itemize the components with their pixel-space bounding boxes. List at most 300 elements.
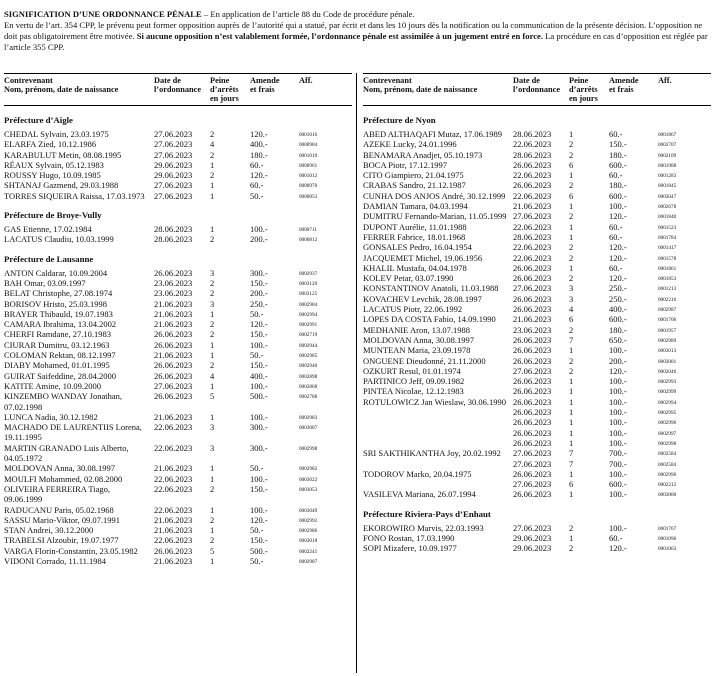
contrevenant-name: LUNCA Nadia, 30.12.1982 <box>4 411 98 422</box>
table-row <box>4 299 352 309</box>
notice-text: En vertu de l’art. 354 CPP, le prévenu peut former opposition auprès de l’autorité qui a statué, par écrit et dans les 10 jours dès la notification ou la communication de la présente décision. L’opposition ne doit pas obligatoirement être motivée. <box>4 20 703 41</box>
affaire-number: 0003001 <box>658 358 677 365</box>
table-row <box>363 489 711 499</box>
table-row <box>4 412 352 422</box>
ordonnance-date: 26.06.2023 <box>154 360 193 371</box>
ordonnance-date: 27.06.2023 <box>154 129 193 139</box>
affaire-number: 0002046 <box>658 368 677 375</box>
affaire-number: 0003125 <box>299 291 318 298</box>
contrevenant-name: GAS Etienne, 17.02.1984 <box>4 224 92 235</box>
peine-jours: 1 <box>210 555 215 566</box>
peine-jours: 1 <box>210 463 215 474</box>
amende-frais: 300.- <box>250 442 268 453</box>
peine-jours: 2 <box>210 329 215 340</box>
peine-jours: 7 <box>569 448 574 459</box>
table-row <box>363 242 711 252</box>
amende-frais: 180.- <box>250 149 268 160</box>
contrevenant-name: DIABY Mohamed, 01.01.1995 <box>4 360 110 371</box>
amende-frais: 100.- <box>609 345 627 356</box>
table-header <box>4 73 352 106</box>
peine-jours: 2 <box>569 242 574 253</box>
contrevenant-name: OLIVEIRA FERREIRA Tiago, 09.06.1999 <box>4 483 111 505</box>
peine-jours: 1 <box>210 159 215 170</box>
amende-frais: 100.- <box>250 504 268 515</box>
amende-frais: 150.- <box>250 329 268 340</box>
contrevenant-name: LOPES DA COSTA Fabio, 14.09.1990 <box>363 314 496 325</box>
ordonnance-date: 22.06.2023 <box>154 422 193 433</box>
peine-jours: 1 <box>210 411 215 422</box>
peine-jours: 2 <box>569 355 574 366</box>
contrevenant-name: ABED ALTHAQAFI Mutaz, 17.06.1989 <box>363 129 502 139</box>
amende-frais: 120.- <box>609 365 627 376</box>
amende-frais: 100.- <box>250 473 268 484</box>
table-row <box>4 381 352 391</box>
peine-jours: 1 <box>569 396 574 407</box>
affaire-number: 0003000 <box>658 492 677 499</box>
affaire-number: 0002996 <box>658 420 677 427</box>
ordonnance-date: 26.06.2023 <box>513 355 552 366</box>
affaire-number: 0002212 <box>658 482 677 489</box>
contrevenant-name: TODOROV Marko, 20.04.1975 <box>363 468 472 479</box>
table-row <box>363 366 711 376</box>
table-row <box>363 211 711 221</box>
affaire-number: 0002994 <box>299 311 318 318</box>
contrevenant-name: BELAT Christophe, 27.08.1974 <box>4 288 113 299</box>
amende-frais: 200.- <box>250 288 268 299</box>
amende-frais: 650.- <box>609 334 627 345</box>
ordonnance-date: 21.06.2023 <box>154 298 193 309</box>
ordonnance-date: 22.06.2023 <box>513 139 552 150</box>
affaire-number: 0001523 <box>658 224 677 231</box>
column-divider <box>356 73 357 673</box>
ordonnance-date: 22.06.2023 <box>513 170 552 181</box>
peine-jours: 2 <box>210 277 215 288</box>
amende-frais: 600.- <box>609 479 627 490</box>
header-amende: Amende et frais <box>609 76 639 94</box>
contrevenant-name: KHALIL Mustafa, 04.04.1978 <box>363 262 467 273</box>
affaire-number: 0002995 <box>658 410 677 417</box>
affaire-number: 0000970 <box>299 183 318 190</box>
contrevenant-name: RÉAUX Sylvain, 05.12.1983 <box>4 159 104 170</box>
ordonnance-date: 26.06.2023 <box>513 304 552 315</box>
table-row <box>4 329 352 339</box>
contrevenant-name: FERRER Fabrice, 18.01.1968 <box>363 231 466 242</box>
peine-jours: 7 <box>569 458 574 469</box>
affaire-number: 0001096 <box>658 535 677 542</box>
amende-frais: 300.- <box>250 422 268 433</box>
contrevenant-name: VARGA Florin-Constantin, 23.05.1982 <box>4 545 138 556</box>
ordonnance-date: 26.06.2023 <box>513 489 552 500</box>
amende-frais: 50.- <box>250 190 264 201</box>
amende-frais: 250.- <box>250 298 268 309</box>
amende-frais: 60.- <box>250 159 264 170</box>
affaire-number: 0003018 <box>299 538 318 545</box>
ordonnance-date: 26.06.2023 <box>513 407 552 418</box>
contrevenant-name: BRAYER Thibauld, 19.07.1983 <box>4 308 113 319</box>
contrevenant-name: PARTINICO Jeff, 09.09.1982 <box>363 376 465 387</box>
ordonnance-date: 29.06.2023 <box>154 170 193 181</box>
peine-jours: 4 <box>569 304 574 315</box>
peine-jours: 1 <box>210 525 215 536</box>
table-row <box>363 428 711 438</box>
ordonnance-date: 29.06.2023 <box>154 159 193 170</box>
contrevenant-name: MOLDOVAN Anna, 30.08.1997 <box>4 463 116 474</box>
table-row <box>4 288 352 298</box>
amende-frais: 180.- <box>609 149 627 160</box>
amende-frais: 100.- <box>609 468 627 479</box>
table-row <box>363 150 711 160</box>
peine-jours: 3 <box>210 422 215 433</box>
contrevenant-name: KATITE Amine, 10.09.2000 <box>4 380 102 391</box>
amende-frais: 500.- <box>250 545 268 556</box>
affaire-number: 0002937 <box>299 270 318 277</box>
ordonnance-date: 22.06.2023 <box>513 221 552 232</box>
ordonnance-date: 27.06.2023 <box>154 149 193 160</box>
table-row <box>363 304 711 314</box>
peine-jours: 3 <box>569 293 574 304</box>
peine-jours: 1 <box>569 437 574 448</box>
notice-bold-text: Si aucune opposition n’est valablement formée, l’ordonnance pénale est assimilée à un jugement entré en force. <box>136 31 544 41</box>
left-column <box>4 73 352 566</box>
ordonnance-date: 26.06.2023 <box>513 396 552 407</box>
amende-frais: 120.- <box>250 319 268 330</box>
affaire-number: 0001840 <box>658 214 677 221</box>
ordonnance-date: 26.06.2023 <box>154 339 193 350</box>
affaire-number: 0003120 <box>299 280 318 287</box>
table-row <box>363 129 711 139</box>
affaire-number: 0002998 <box>658 440 677 447</box>
contrevenant-name: OZKURT Resul, 01.01.1974 <box>363 365 461 376</box>
contrevenant-name: SOPI Mizafere, 10.09.1977 <box>363 543 457 554</box>
peine-jours: 2 <box>569 252 574 263</box>
ordonnance-date: 28.06.2023 <box>513 149 552 160</box>
ordonnance-date: 21.06.2023 <box>154 525 193 536</box>
table-row <box>363 479 711 489</box>
peine-jours: 1 <box>569 201 574 212</box>
table-row <box>363 191 711 201</box>
peine-jours: 1 <box>569 221 574 232</box>
affaire-number: 0002998 <box>299 445 318 452</box>
amende-frais: 60.- <box>250 180 264 191</box>
table-row <box>363 232 711 242</box>
ordonnance-date: 29.06.2023 <box>513 543 552 554</box>
contrevenant-name: GONSALES Pedro, 16.04.1954 <box>363 242 472 253</box>
table-row <box>4 170 352 180</box>
table-row <box>4 160 352 170</box>
affaire-number: 0002584 <box>658 461 677 468</box>
amende-frais: 50.- <box>250 308 264 319</box>
table-row <box>4 150 352 160</box>
affaire-number: 0003013 <box>658 348 677 355</box>
affaire-number: 0003047 <box>658 193 677 200</box>
table-row <box>363 386 711 396</box>
peine-jours: 1 <box>569 489 574 500</box>
header-aff: Aff. <box>658 76 672 85</box>
ordonnance-date: 27.06.2023 <box>513 458 552 469</box>
table-row <box>4 139 352 149</box>
amende-frais: 120.- <box>250 514 268 525</box>
amende-frais: 150.- <box>250 483 268 494</box>
table-row <box>4 371 352 381</box>
affaire-number: 0001845 <box>658 183 677 190</box>
table-row <box>4 340 352 350</box>
contrevenant-name: VIDONI Corrado, 11.11.1984 <box>4 555 107 566</box>
amende-frais: 150.- <box>250 277 268 288</box>
ordonnance-date: 26.06.2023 <box>154 391 193 402</box>
peine-jours: 5 <box>210 391 215 402</box>
peine-jours: 5 <box>210 545 215 556</box>
contrevenant-name: CITO Giampiero, 21.04.1975 <box>363 170 464 181</box>
amende-frais: 120.- <box>609 211 627 222</box>
affaire-number: 0001767 <box>658 525 677 532</box>
contrevenant-name: KOLEV Petar, 03.07.1990 <box>363 273 454 284</box>
ordonnance-date: 23.06.2023 <box>154 277 193 288</box>
affaire-number: 0002990 <box>658 471 677 478</box>
affaire-number: 0001784 <box>658 234 677 241</box>
contrevenant-name: DAMIAN Tamara, 04.03.1994 <box>363 201 468 212</box>
table-row <box>363 459 711 469</box>
contrevenant-name: TRABELSI Alzoubir, 19.07.1977 <box>4 535 119 546</box>
affaire-number: 0002994 <box>658 399 677 406</box>
table-row <box>4 234 352 244</box>
peine-jours: 4 <box>210 139 215 150</box>
peine-jours: 2 <box>210 170 215 181</box>
peine-jours: 1 <box>210 308 215 319</box>
ordonnance-date: 22.06.2023 <box>154 483 193 494</box>
table-row <box>363 438 711 448</box>
affaire-number: 0002982 <box>299 466 318 473</box>
affaire-number: 0002999 <box>658 389 677 396</box>
prefecture-heading: Préfecture de Lausanne <box>4 253 94 264</box>
contrevenant-name: CIURAR Dumitru, 03.12.1963 <box>4 339 110 350</box>
table-row <box>363 283 711 293</box>
ordonnance-date: 28.06.2023 <box>154 224 193 235</box>
contrevenant-name: GUIRAT Saifeddine, 28.04.2000 <box>4 370 116 381</box>
affaire-number: 0000984 <box>299 142 318 149</box>
peine-jours: 6 <box>569 479 574 490</box>
header-date: Date de l’ordonnance <box>513 76 561 94</box>
amende-frais: 600.- <box>609 314 627 325</box>
ordonnance-date: 26.06.2023 <box>513 345 552 356</box>
amende-frais: 120.- <box>250 129 268 139</box>
ordonnance-date: 26.06.2023 <box>513 293 552 304</box>
ordonnance-date: 28.06.2023 <box>513 129 552 139</box>
peine-jours: 1 <box>210 380 215 391</box>
amende-frais: 60.- <box>609 221 623 232</box>
contrevenant-name: KONSTANTINOV Anatoli, 11.03.1988 <box>363 283 499 294</box>
ordonnance-date: 21.06.2023 <box>154 463 193 474</box>
ordonnance-date: 26.06.2023 <box>513 437 552 448</box>
amende-frais: 60.- <box>609 231 623 242</box>
contrevenant-name: BORISOV Hristo, 25.03.1998 <box>4 298 108 309</box>
affaire-number: 0002984 <box>299 301 318 308</box>
amende-frais: 100.- <box>250 380 268 391</box>
peine-jours: 1 <box>210 180 215 191</box>
contrevenant-name <box>363 479 508 489</box>
ordonnance-date: 27.06.2023 <box>513 211 552 222</box>
table-row <box>363 273 711 283</box>
contrevenant-name: ANTON Caldarar, 10.09.2004 <box>4 267 108 278</box>
amende-frais: 100.- <box>609 407 627 418</box>
affaire-number: 0002987 <box>299 558 318 565</box>
amende-frais: 250.- <box>609 283 627 294</box>
table-row <box>363 263 711 273</box>
affaire-number: 0002989 <box>658 337 677 344</box>
table-row <box>363 180 711 190</box>
table-row <box>363 397 711 407</box>
ordonnance-date: 27.06.2023 <box>513 522 552 533</box>
amende-frais: 180.- <box>609 324 627 335</box>
table-row <box>4 391 352 412</box>
affaire-number: 0001012 <box>299 173 318 180</box>
contrevenant-name <box>363 417 508 427</box>
peine-jours: 1 <box>210 504 215 515</box>
peine-jours: 2 <box>569 139 574 150</box>
peine-jours: 7 <box>569 334 574 345</box>
peine-jours: 2 <box>210 129 215 139</box>
amende-frais: 60.- <box>609 170 623 181</box>
affaire-number: 0002584 <box>658 451 677 458</box>
contrevenant-name <box>363 407 508 417</box>
ordonnance-date: 27.06.2023 <box>513 283 552 294</box>
affaire-number: 0001063 <box>658 546 677 553</box>
affaire-number: 0002898 <box>299 373 318 380</box>
amende-frais: 700.- <box>609 458 627 469</box>
table-row <box>363 335 711 345</box>
table-row <box>363 170 711 180</box>
notice-text-end: La procédure en cas d’opposition est réglée par l’article 355 CPP. <box>4 31 708 52</box>
peine-jours: 2 <box>210 149 215 160</box>
table-row <box>4 515 352 525</box>
ordonnance-date: 26.06.2023 <box>513 417 552 428</box>
affaire-number: 0002987 <box>658 307 677 314</box>
affaire-number: 0001213 <box>658 286 677 293</box>
prefecture-heading: Préfecture d’Aigle <box>4 115 73 125</box>
contrevenant-name: SASSU Mario-Viktor, 09.07.1991 <box>4 514 121 525</box>
table-row <box>363 417 711 427</box>
header-contrevenant: Contrevenant Nom, prénom, date de naissance <box>4 76 119 94</box>
table-row <box>4 535 352 545</box>
amende-frais: 150.- <box>250 360 268 371</box>
ordonnance-date: 21.06.2023 <box>154 350 193 361</box>
amende-frais: 100.- <box>609 376 627 387</box>
ordonnance-date: 21.06.2023 <box>154 319 193 330</box>
affaire-number: 0001957 <box>658 327 677 334</box>
table-row <box>363 523 711 533</box>
prefecture-heading: Préfecture de Nyon <box>363 115 436 125</box>
peine-jours: 1 <box>569 129 574 139</box>
table-row <box>4 422 352 443</box>
ordonnance-date: 22.06.2023 <box>154 442 193 453</box>
contrevenant-name: CRABAS Sandro, 21.12.1987 <box>363 180 466 191</box>
contrevenant-name: LACATUS Claudiu, 10.03.1999 <box>4 234 114 245</box>
table-row <box>363 407 711 417</box>
contrevenant-name: SHTANAJ Gazmend, 29.03.1988 <box>4 180 119 191</box>
amende-frais: 120.- <box>609 273 627 284</box>
affaire-number: 0003022 <box>299 476 318 483</box>
contrevenant-name: BOCA Piotr, 17.12.1997 <box>363 159 447 170</box>
table-row <box>4 360 352 370</box>
peine-jours: 2 <box>210 535 215 546</box>
prefecture-heading: Préfecture de Broye-Vully <box>4 210 102 221</box>
amende-frais: 400.- <box>609 304 627 315</box>
affaire-number: 0001016 <box>299 132 318 138</box>
affaire-number: 0003053 <box>299 486 318 493</box>
amende-frais: 50.- <box>250 463 264 474</box>
ordonnance-date: 28.06.2023 <box>513 231 552 242</box>
affaire-number: 0001706 <box>658 317 677 324</box>
contrevenant-name: KARABULUT Metin, 08.08.1995 <box>4 149 122 160</box>
ordonnance-date: 22.06.2023 <box>513 242 552 253</box>
affaire-number: 0001867 <box>658 132 677 138</box>
affaire-number: 0000711 <box>299 227 317 234</box>
amende-frais: 120.- <box>609 252 627 263</box>
affaire-number: 0001010 <box>299 152 318 159</box>
ordonnance-date: 26.06.2023 <box>154 545 193 556</box>
affaire-number: 0002991 <box>299 322 318 329</box>
table-row <box>363 448 711 458</box>
amende-frais: 100.- <box>609 396 627 407</box>
ordonnance-date: 26.06.2023 <box>513 386 552 397</box>
contrevenant-name: KINZEMBO WANDAY Jonathan, 07.02.1998 <box>4 391 122 412</box>
peine-jours: 6 <box>569 159 574 170</box>
table-row <box>363 345 711 355</box>
notice-subtitle: – En application de l’article 88 du Code de procédure pénale. <box>201 9 415 19</box>
peine-jours: 1 <box>210 350 215 361</box>
amende-frais: 100.- <box>609 386 627 397</box>
affaire-number: 0001853 <box>658 276 677 283</box>
contrevenant-name <box>363 459 508 469</box>
ordonnance-date: 21.06.2023 <box>154 308 193 319</box>
peine-jours: 6 <box>569 314 574 325</box>
affaire-number: 0003007 <box>299 425 318 432</box>
ordonnance-date: 27.06.2023 <box>513 479 552 490</box>
affaire-number: 0001283 <box>658 173 677 180</box>
amende-frais: 500.- <box>250 391 268 402</box>
prefecture-heading: Préfecture Riviera-Pays d’Enhaut <box>363 508 491 519</box>
peine-jours: 6 <box>569 190 574 201</box>
affaire-number: 0000853 <box>299 193 318 200</box>
ordonnance-date: 23.06.2023 <box>154 288 193 299</box>
amende-frais: 50.- <box>250 350 264 361</box>
ordonnance-date: 29.06.2023 <box>513 532 552 543</box>
table-row <box>4 556 352 566</box>
contrevenant-name: AZEKE Lucky, 24.01.1996 <box>363 139 457 150</box>
peine-jours: 2 <box>569 522 574 533</box>
peine-jours: 1 <box>569 231 574 242</box>
peine-jours: 2 <box>210 234 215 245</box>
contrevenant-name: CAMARA Ibrahima, 13.04.2002 <box>4 319 117 330</box>
amende-frais: 100.- <box>609 417 627 428</box>
affaire-number: 0002241 <box>299 548 318 555</box>
ordonnance-date: 27.06.2023 <box>154 190 193 201</box>
table-row <box>4 350 352 360</box>
contrevenant-name: MEDHANIE Aron, 13.07.1988 <box>363 324 470 335</box>
contrevenant-name: DUPONT Aurélie, 11.01.1988 <box>363 221 467 232</box>
contrevenant-name: MOLDOVAN Anna, 30.08.1997 <box>363 334 475 345</box>
ordonnance-date: 27.06.2023 <box>154 139 193 150</box>
table-row <box>4 309 352 319</box>
amende-frais: 100.- <box>609 522 627 533</box>
contrevenant-name: CHERFI Ramdane, 27.10.1983 <box>4 329 111 340</box>
contrevenant-name: VASILEVA Mariana, 26.07.1994 <box>363 489 476 500</box>
peine-jours: 2 <box>569 324 574 335</box>
peine-jours: 3 <box>210 267 215 278</box>
affaire-number: 0002993 <box>658 379 677 386</box>
table-row <box>4 191 352 201</box>
contrevenant-name: FONO Rostan, 17.03.1990 <box>363 532 455 543</box>
table-row <box>4 463 352 473</box>
